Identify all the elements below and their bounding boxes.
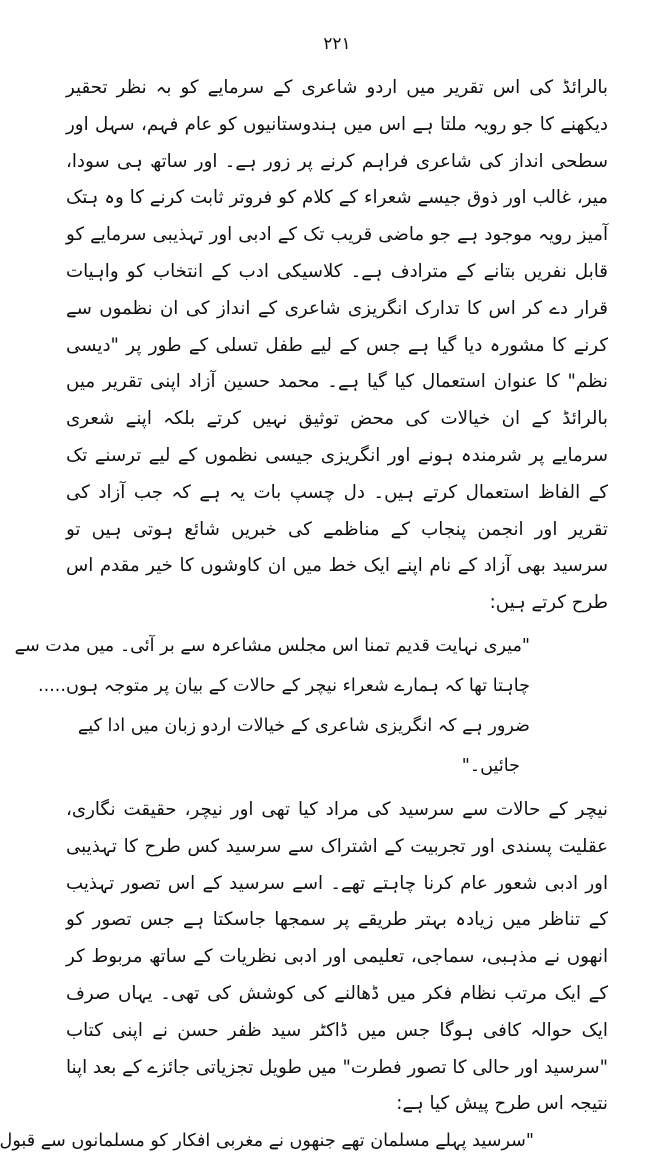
block-quote-2: "سرسید پہلے مسلمان تھے جنھوں نے مغربی افکار کو مسلمانوں سے قبول <box>0 1131 534 1152</box>
block-quote-1 <box>14 626 530 786</box>
page-number: ۲۲۱ <box>323 34 351 54</box>
quote-line: "میری نہایت قدیم تمنا اس مجلس مشاعرہ سے بر آئی۔ میں مدت سے <box>14 635 530 656</box>
quote-line: چاہتا تھا کہ ہمارے شعراء نیچر کے حالات کے بیان پر متوجہ ہوں..... <box>38 675 530 696</box>
quote-line: جائیں۔" <box>461 755 520 776</box>
quote-line: ضرور ہے کہ انگریزی شاعری کے خیالات اردو زبان میں ادا کیے <box>77 715 530 736</box>
paragraph-1: بالرائڈ کی اس تقریر میں اردو شاعری کے سرمایے کو بہ نظر تحقیر دیکھنے کا جو رویہ ملتا ہے اس میں ہندوستانیوں کو عام فہم، سہل اور سطحی انداز کی شاعری فراہم کرنے پر زور ہے۔ اور ساتھ ہی سودا، میر، غالب اور ذوق جیسے شعراء کے کلام کو فروتر ثابت کرنے کا وہ ہتک آمیز رویہ موجود ہے جو ماضی قریب تک کے ادبی اور تہذیبی سرمایے کو قابل نفریں بتانے کے مترادف ہے۔ کلاسیکی ادب کے انتخاب کو واہیات قرار دے کر اس کا تدارک انگریزی شاعری کے انداز کی ان نظموں سے کرنے کا مشورہ دیا گیا ہے جس کے لیے طفل تسلی کے طور پر "دیسی نظم" کا عنوان استعمال کیا گیا ہے۔ محمد حسین آزاد اپنی تقریر میں بالرائڈ کے ان خیالات کی محض توثیق نہیں کرتے بلکہ اپنے شعری سرمایے پر شرمندہ ہونے اور انگریزی جیسی نظموں کے لیے ترسنے تک کے الفاظ استعمال کرتے ہیں۔ دل چسپ بات یہ ہے کہ جب آزاد کی تقریر اور انجمن پنجاب کے مناظمے کی خبریں شائع ہوتی ہیں تو سرسید بھی آزاد کے نام اپنے ایک خط میں ان کاوشوں کا خیر مقدم اس طرح کرتے ہیں: <box>66 77 608 614</box>
paragraph-2: نیچر کے حالات سے سرسید کی مراد کیا تھی اور نیچر، حقیقت نگاری، عقلیت پسندی اور تجربیت کے اشتراک سے سرسید کس طرح کا تہذیبی اور ادبی شعور عام کرنا چاہتے تھے۔ اسے سرسید کے اس تصور تہذیب کے تناظر میں زیادہ بہتر طریقے پر سمجھا جاسکتا ہے جس تصور کو انھوں نے مذہبی، سماجی، تعلیمی اور ادبی نظریات کے ساتھ مربوط کر کے ایک مرتب نظام فکر میں ڈھالنے کی کوشش کی تھی۔ یہاں صرف ایک حوالہ کافی ہوگا جس میں ڈاکٹر سید ظفر حسن نے اپنی کتاب "سرسید اور حالی کا تصور فطرت" میں طویل تجزیاتی جائزے کے بعد اپنا نتیجہ اس طرح پیش کیا ہے: <box>66 798 608 1115</box>
